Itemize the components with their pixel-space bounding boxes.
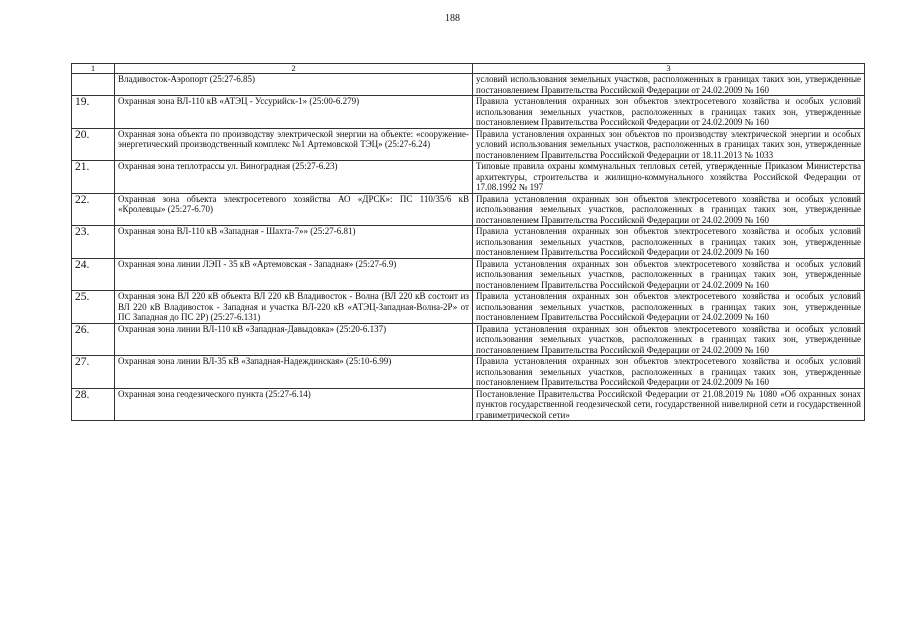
row-number: 25. xyxy=(72,291,115,324)
row-number: 23. xyxy=(72,226,115,259)
zone-name: Охранная зона объекта электросетевого хозяйства АО «ДРСК»: ПС 110/35/6 кВ «Кролевцы» (25:27-6.70) xyxy=(115,193,473,226)
table-row-continuation xyxy=(72,74,865,96)
row-number: 24. xyxy=(72,258,115,291)
table-row xyxy=(72,96,865,129)
legal-basis: Типовые правила охраны коммунальных тепловых сетей, утвержденные Приказом Министерства архитектуры, строительства и жилищно-коммунального хозяйства Российской Федерации от 17.08.1992 № 197 xyxy=(473,161,865,194)
table-row xyxy=(72,356,865,389)
table-row xyxy=(72,291,865,324)
legal-basis: Постановление Правительства Российской Федерации от 21.08.2019 № 1080 «Об охранных зонах пунктов государственной геодезической сети, государственной нивелирной сети и государственной гравиметрической сети» xyxy=(473,388,865,421)
legal-basis: Правила установления охранных зон объектов электросетевого хозяйства и особых условий использования земельных участков, расположенных в границах таких зон, утвержденные постановлением Правительства Российской Федерации от 24.02.2009 № 160 xyxy=(473,258,865,291)
legal-basis: Правила установления охранных зон объектов электросетевого хозяйства и особых условий использования земельных участков, расположенных в границах таких зон, утвержденные постановлением Правительства Российской Федерации от 24.02.2009 № 160 xyxy=(473,226,865,259)
zone-name: Охранная зона ВЛ 220 кВ объекта ВЛ 220 кВ Владивосток - Волна (ВЛ 220 кВ состоит из ВЛ 220 кВ Владивосток - Западная и участка ВЛ-220 кВ «АТЭЦ-Западная-Волна-2Р» от ПС Западная до ПС 2Р) (25:27-6.131) xyxy=(115,291,473,324)
zone-name: Охранная зона линии ЛЭП - 35 кВ «Артемовская - Западная» (25:27-6.9) xyxy=(115,258,473,291)
page-number: 188 xyxy=(445,13,460,24)
row-number: 19. xyxy=(72,96,115,129)
zone-name: Охранная зона объекта по производству электрической энергии на объекте: «сооружение-энергетический производственный комплекс №1 Артемовской ТЭЦ» (25:27-6.24) xyxy=(115,128,473,161)
legal-basis: Правила установления охранных зон объектов электросетевого хозяйства и особых условий использования земельных участков, расположенных в границах таких зон, утвержденные постановлением Правительства Российской Федерации от 24.02.2009 № 160 xyxy=(473,193,865,226)
header-col-2: 2 xyxy=(115,64,473,74)
zone-name: Охранная зона геодезического пункта (25:27-6.14) xyxy=(115,388,473,421)
row-number: 26. xyxy=(72,323,115,356)
table-header-row xyxy=(72,64,865,74)
zone-name: Охранная зона теплотрассы ул. Виноградная (25:27-6.23) xyxy=(115,161,473,194)
legal-basis: Правила установления охранных зон объектов электросетевого хозяйства и особых условий использования земельных участков, расположенных в границах таких зон, утвержденные постановлением Правительства Российской Федерации от 24.02.2009 № 160 xyxy=(473,323,865,356)
row-number: 28. xyxy=(72,388,115,421)
row-number: 27. xyxy=(72,356,115,389)
legal-basis: условий использования земельных участков, расположенных в границах таких зон, утвержденные постановлением Правительства Российской Федерации от 24.02.2009 № 160 xyxy=(473,74,865,96)
table-row xyxy=(72,258,865,291)
row-number: 22. xyxy=(72,193,115,226)
header-col-3: 3 xyxy=(473,64,865,74)
legal-basis: Правила установления охранных зон объектов электросетевого хозяйства и особых условий использования земельных участков, расположенных в границах таких зон, утвержденные постановлением Правительства Российской Федерации от 24.02.2009 № 160 xyxy=(473,356,865,389)
row-number: 20. xyxy=(72,128,115,161)
table-row xyxy=(72,323,865,356)
zone-name: Охранная зона ВЛ-110 кВ «Западная - Шахта-7»» (25:27-6.81) xyxy=(115,226,473,259)
zones-table xyxy=(71,63,865,421)
row-number xyxy=(72,74,115,96)
legal-basis: Правила установления охранных зон объектов электросетевого хозяйства и особых условий использования земельных участков, расположенных в границах таких зон, утвержденные постановлением Правительства Российской Федерации от 24.02.2009 № 160 xyxy=(473,291,865,324)
table-row xyxy=(72,226,865,259)
table-row xyxy=(72,128,865,161)
zone-name: Владивосток-Аэропорт (25:27-6.85) xyxy=(115,74,473,96)
table-row xyxy=(72,161,865,194)
row-number: 21. xyxy=(72,161,115,194)
legal-basis: Правила установления охранных зон объектов электросетевого хозяйства и особых условий использования земельных участков, расположенных в границах таких зон, утвержденные постановлением Правительства Российской Федерации от 24.02.2009 № 160 xyxy=(473,96,865,129)
zone-name: Охранная зона ВЛ-110 кВ «АТЭЦ - Уссурийск-1» (25:00-6.279) xyxy=(115,96,473,129)
zone-name: Охранная зона линии ВЛ-110 кВ «Западная-Давыдовка» (25:20-6.137) xyxy=(115,323,473,356)
header-col-1: 1 xyxy=(72,64,115,74)
legal-basis: Правила установления охранных зон объектов по производству электрической энергии и особых условий использования земельных участков, расположенных в границах таких зон, утвержденные постановлением Правительства Российской Федерации от 18.11.2013 № 1033 xyxy=(473,128,865,161)
table-row xyxy=(72,388,865,421)
table-row xyxy=(72,193,865,226)
zone-name: Охранная зона линии ВЛ-35 кВ «Западная-Надеждинская» (25:10-6.99) xyxy=(115,356,473,389)
